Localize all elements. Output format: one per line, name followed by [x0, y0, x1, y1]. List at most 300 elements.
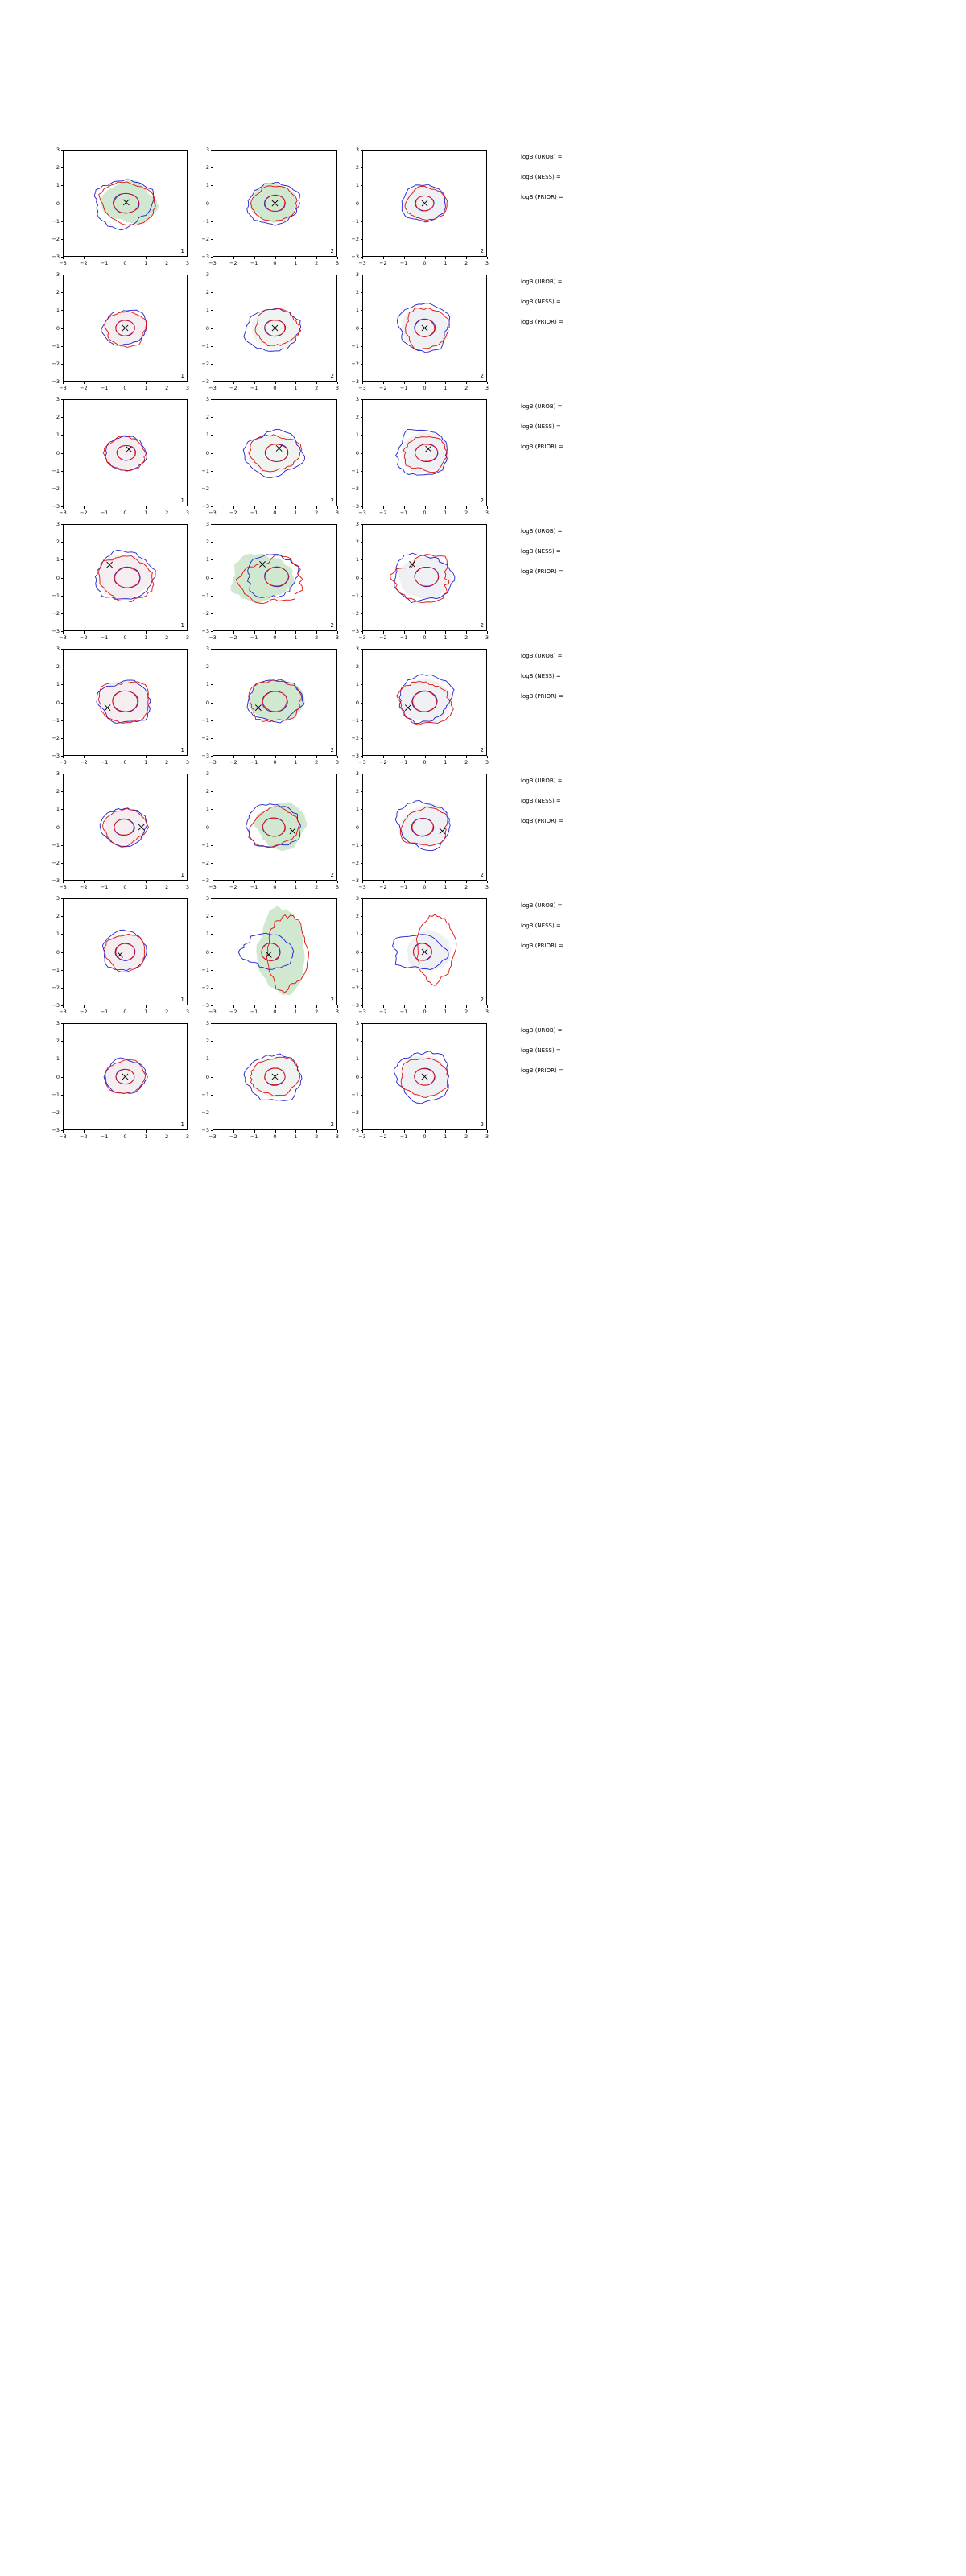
chart-panel-r7-c2 [351, 1020, 489, 1140]
y-tick-label: 1 [56, 681, 60, 688]
x-tick-label: 0 [123, 759, 127, 766]
y-tick-label: 0 [205, 948, 209, 956]
x-tick-mark [63, 881, 64, 883]
y-tick-mark [211, 559, 213, 560]
x-tick-mark [84, 756, 85, 758]
x-tick-label: 3 [485, 510, 489, 516]
x-tick-label: 3 [335, 1009, 340, 1015]
x-tick-label: −2 [379, 634, 387, 641]
x-tick-label: −3 [59, 385, 67, 391]
y-tick-mark [61, 738, 64, 739]
y-tick-label: 1 [205, 931, 209, 938]
x-tick-mark [337, 881, 338, 883]
panel-index-label: 2 [480, 248, 484, 254]
y-tick-mark [211, 916, 213, 917]
y-tick-label: −3 [201, 378, 209, 385]
y-tick-label: −2 [351, 1108, 359, 1116]
x-tick-mark [487, 631, 488, 634]
y-tick-mark [61, 934, 64, 935]
y-tick-label: 0 [205, 324, 209, 332]
x-tick-label: 2 [165, 510, 169, 516]
x-tick-mark [425, 506, 426, 509]
y-tick-label: −2 [351, 235, 359, 242]
x-tick-label: −1 [399, 260, 408, 266]
x-tick-label: −2 [229, 510, 237, 516]
x-tick-label: 0 [123, 1133, 127, 1140]
chart-panel-r4-c1 [201, 646, 340, 766]
contour-plot-area [213, 275, 337, 382]
y-tick-mark [61, 809, 64, 810]
y-tick-label: 0 [205, 824, 209, 831]
y-tick-mark [211, 791, 213, 792]
y-tick-mark [211, 1077, 213, 1078]
x-tick-label: 0 [423, 884, 427, 890]
x-tick-mark [233, 506, 234, 509]
y-tick-mark [361, 684, 363, 685]
x-tick-label: −1 [250, 634, 258, 641]
x-tick-mark [63, 382, 64, 384]
x-tick-mark [233, 1130, 234, 1133]
x-tick-label: 2 [165, 759, 169, 766]
y-tick-label: 3 [56, 895, 60, 902]
x-tick-mark [254, 881, 255, 883]
x-tick-mark [233, 257, 234, 259]
y-tick-label: −1 [201, 1091, 209, 1098]
x-tick-label: 1 [294, 1009, 298, 1015]
x-tick-mark [487, 881, 488, 883]
x-tick-label: −1 [250, 759, 258, 766]
y-tick-label: 2 [205, 289, 209, 296]
x-tick-label: 1 [294, 510, 298, 516]
x-tick-mark [295, 1130, 296, 1133]
x-tick-mark [275, 382, 276, 384]
y-tick-mark [61, 631, 64, 632]
chart-panel-r6-c2 [351, 895, 489, 1015]
x-tick-label: 2 [464, 1009, 469, 1015]
y-tick-label: −1 [52, 217, 60, 225]
x-tick-label: −2 [379, 759, 387, 766]
y-tick-label: −2 [201, 984, 209, 991]
y-tick-label: −2 [201, 1108, 209, 1116]
x-tick-label: 2 [315, 510, 319, 516]
x-tick-label: 1 [294, 260, 298, 266]
x-tick-mark [275, 1130, 276, 1133]
y-tick-mark [361, 934, 363, 935]
x-tick-label: 2 [165, 1009, 169, 1015]
panel-index-label: 2 [330, 747, 334, 753]
x-tick-mark [383, 382, 384, 384]
y-tick-mark [61, 221, 64, 222]
y-tick-mark [61, 916, 64, 917]
y-tick-mark [361, 631, 363, 632]
legend-row-4 [521, 654, 564, 714]
y-tick-label: −3 [351, 254, 359, 260]
x-tick-mark [362, 1005, 363, 1008]
y-tick-label: −3 [201, 503, 209, 510]
y-tick-mark [361, 703, 363, 704]
y-tick-mark [211, 1023, 213, 1024]
y-tick-label: −1 [351, 966, 359, 973]
y-tick-mark [361, 1077, 363, 1078]
y-tick-label: −3 [201, 753, 209, 759]
x-tick-mark [362, 756, 363, 758]
x-tick-mark [362, 1130, 363, 1133]
x-tick-label: 3 [185, 1009, 190, 1015]
y-tick-label: 2 [355, 414, 359, 421]
chart-panel-r1-c0 [52, 271, 190, 391]
x-tick-label: 3 [485, 385, 489, 391]
x-tick-mark [362, 881, 363, 883]
y-tick-label: 2 [205, 539, 209, 546]
x-tick-mark [337, 382, 338, 384]
x-tick-label: −3 [358, 759, 366, 766]
x-tick-label: 1 [294, 634, 298, 641]
y-tick-label: −2 [52, 859, 60, 866]
y-tick-label: 3 [355, 271, 359, 278]
y-tick-label: 2 [56, 913, 60, 920]
y-tick-mark [361, 417, 363, 418]
x-tick-label: 3 [335, 260, 340, 266]
y-tick-label: −3 [201, 628, 209, 634]
y-tick-mark [61, 506, 64, 507]
x-tick-label: −3 [208, 1009, 217, 1015]
y-tick-label: 0 [205, 200, 209, 207]
x-tick-label: 3 [335, 510, 340, 516]
x-tick-mark [404, 257, 405, 259]
panel-index-label: 1 [180, 747, 184, 753]
x-tick-mark [275, 257, 276, 259]
x-tick-label: 0 [123, 1009, 127, 1015]
x-tick-label: 3 [485, 1133, 489, 1140]
y-tick-mark [211, 809, 213, 810]
legend-entry: logB (PRIOR) = [521, 444, 564, 450]
chart-panel-r0-c0 [52, 147, 190, 266]
panel-index-label: 2 [330, 1121, 334, 1128]
y-tick-label: −2 [351, 360, 359, 367]
y-tick-mark [61, 167, 64, 168]
legend-entry: logB (NESS) = [521, 1047, 561, 1054]
y-tick-mark [61, 542, 64, 543]
y-tick-mark [361, 453, 363, 454]
x-tick-label: −2 [379, 385, 387, 391]
legend-row-2 [521, 404, 564, 464]
y-tick-label: −3 [52, 503, 60, 510]
x-tick-mark [337, 756, 338, 758]
y-tick-mark [61, 471, 64, 472]
y-tick-mark [61, 649, 64, 650]
x-tick-label: −3 [358, 1133, 366, 1140]
x-tick-mark [146, 382, 147, 384]
y-tick-mark [361, 720, 363, 721]
x-tick-label: 0 [273, 1009, 277, 1015]
x-tick-mark [383, 1130, 384, 1133]
chart-panel-r0-c2 [351, 147, 489, 266]
x-tick-mark [146, 257, 147, 259]
prior-filled-region [398, 556, 452, 599]
y-tick-label: 3 [56, 147, 60, 153]
legend-entry: logB (NESS) = [521, 923, 561, 929]
x-tick-label: −2 [229, 759, 237, 766]
x-tick-mark [337, 631, 338, 634]
y-tick-mark [61, 1005, 64, 1006]
y-tick-mark [211, 471, 213, 472]
y-tick-mark [61, 346, 64, 347]
y-tick-label: −2 [351, 984, 359, 991]
x-tick-mark [63, 631, 64, 634]
y-tick-label: −3 [201, 1002, 209, 1009]
y-tick-mark [61, 185, 64, 186]
y-tick-mark [61, 417, 64, 418]
x-tick-label: −3 [358, 1009, 366, 1015]
y-tick-mark [361, 310, 363, 311]
y-tick-mark [61, 1130, 64, 1131]
x-tick-label: 0 [273, 385, 277, 391]
legend-entry: logB (PRIOR) = [521, 818, 564, 824]
y-tick-mark [361, 791, 363, 792]
x-tick-label: 2 [165, 260, 169, 266]
x-tick-label: −3 [208, 1133, 217, 1140]
x-tick-mark [487, 1130, 488, 1133]
x-tick-mark [425, 1005, 426, 1008]
y-tick-label: −2 [351, 859, 359, 866]
x-tick-label: −1 [100, 884, 109, 890]
x-tick-label: 1 [144, 634, 148, 641]
y-tick-mark [361, 399, 363, 400]
chart-panel-r2-c1 [201, 396, 340, 516]
x-tick-mark [383, 756, 384, 758]
x-tick-label: −2 [379, 510, 387, 516]
x-tick-label: −2 [80, 1009, 88, 1015]
y-tick-label: 2 [355, 663, 359, 671]
x-tick-label: −1 [399, 634, 408, 641]
x-tick-label: 1 [444, 1009, 448, 1015]
y-tick-mark [211, 756, 213, 757]
y-tick-label: −2 [201, 609, 209, 617]
y-tick-mark [361, 346, 363, 347]
x-tick-mark [445, 257, 446, 259]
y-tick-label: −2 [201, 235, 209, 242]
x-tick-label: 0 [273, 884, 277, 890]
x-tick-label: −1 [399, 884, 408, 890]
y-tick-label: −1 [351, 342, 359, 349]
y-tick-mark [211, 221, 213, 222]
x-tick-mark [254, 257, 255, 259]
y-tick-label: 0 [205, 699, 209, 706]
x-tick-label: 1 [444, 385, 448, 391]
y-tick-mark [361, 596, 363, 597]
y-tick-label: −2 [351, 485, 359, 492]
y-tick-mark [61, 952, 64, 953]
x-tick-label: −1 [399, 1009, 408, 1015]
y-tick-mark [361, 185, 363, 186]
y-tick-label: −1 [52, 1091, 60, 1098]
y-tick-mark [211, 364, 213, 365]
y-tick-label: −2 [52, 1108, 60, 1116]
y-tick-mark [361, 809, 363, 810]
y-tick-label: 1 [355, 307, 359, 314]
y-tick-mark [211, 738, 213, 739]
contour-plot-area [213, 649, 337, 756]
x-tick-label: 2 [464, 1133, 469, 1140]
x-tick-mark [466, 756, 467, 758]
y-tick-label: −1 [351, 217, 359, 225]
x-tick-mark [404, 1005, 405, 1008]
x-tick-label: −1 [399, 385, 408, 391]
y-tick-mark [211, 506, 213, 507]
y-tick-mark [61, 720, 64, 721]
y-tick-mark [61, 524, 64, 525]
x-tick-label: −2 [80, 634, 88, 641]
contour-plot-area [63, 524, 188, 631]
x-tick-mark [63, 506, 64, 509]
x-tick-label: 1 [144, 759, 148, 766]
x-tick-label: −1 [100, 759, 109, 766]
chart-panel-r1-c1 [201, 271, 340, 391]
x-tick-label: −2 [379, 1009, 387, 1015]
y-tick-label: 0 [56, 1073, 60, 1080]
y-tick-mark [361, 898, 363, 899]
x-tick-mark [84, 382, 85, 384]
y-tick-mark [61, 559, 64, 560]
x-tick-mark [295, 1005, 296, 1008]
y-tick-mark [211, 684, 213, 685]
x-tick-mark [487, 382, 488, 384]
x-tick-mark [295, 631, 296, 634]
x-tick-mark [404, 881, 405, 883]
x-tick-label: −1 [250, 510, 258, 516]
y-tick-mark [211, 310, 213, 311]
x-tick-mark [233, 756, 234, 758]
y-tick-label: 2 [205, 788, 209, 795]
y-tick-label: 0 [56, 824, 60, 831]
legend-row-6 [521, 903, 564, 964]
y-tick-label: 0 [56, 200, 60, 207]
x-tick-label: 1 [144, 510, 148, 516]
y-tick-mark [211, 631, 213, 632]
x-tick-mark [295, 756, 296, 758]
panel-index-label: 2 [330, 373, 334, 379]
x-tick-label: −1 [399, 759, 408, 766]
contour-plot-area [213, 150, 337, 257]
x-tick-label: −1 [250, 1009, 258, 1015]
x-tick-mark [295, 881, 296, 883]
y-tick-label: 1 [355, 556, 359, 564]
y-tick-mark [211, 346, 213, 347]
y-tick-label: 2 [205, 164, 209, 171]
x-tick-label: −3 [358, 884, 366, 890]
y-tick-label: 0 [355, 574, 359, 581]
legend-entry: logB (UROB) = [521, 778, 563, 784]
x-tick-mark [84, 1005, 85, 1008]
x-tick-mark [316, 506, 317, 509]
prior-filled-region [248, 679, 304, 721]
y-tick-mark [211, 167, 213, 168]
x-tick-mark [63, 1130, 64, 1133]
y-tick-label: 3 [205, 1020, 209, 1026]
x-tick-label: 0 [273, 634, 277, 641]
chart-panel-r3-c1 [201, 521, 340, 641]
x-tick-label: 1 [144, 1133, 148, 1140]
x-tick-mark [383, 257, 384, 259]
x-tick-mark [383, 1005, 384, 1008]
x-tick-label: 2 [464, 634, 469, 641]
y-tick-mark [61, 1077, 64, 1078]
x-tick-label: 0 [423, 1009, 427, 1015]
y-tick-mark [361, 542, 363, 543]
y-tick-label: −1 [52, 592, 60, 599]
y-tick-mark [361, 916, 363, 917]
y-tick-mark [211, 453, 213, 454]
y-tick-label: 1 [56, 307, 60, 314]
x-tick-label: 1 [294, 385, 298, 391]
contour-plot-area [63, 649, 188, 756]
x-tick-mark [362, 506, 363, 509]
y-tick-mark [211, 649, 213, 650]
x-tick-label: 0 [273, 510, 277, 516]
x-tick-mark [362, 257, 363, 259]
x-tick-label: −1 [100, 260, 109, 266]
y-tick-label: −2 [52, 485, 60, 492]
y-tick-mark [211, 292, 213, 293]
y-tick-label: −1 [52, 841, 60, 848]
y-tick-label: 1 [205, 182, 209, 189]
y-tick-label: −1 [351, 716, 359, 724]
x-tick-label: 2 [315, 260, 319, 266]
x-tick-label: −1 [399, 1133, 408, 1140]
y-tick-label: 0 [355, 824, 359, 831]
y-tick-mark [61, 791, 64, 792]
x-tick-mark [383, 506, 384, 509]
y-tick-label: 0 [205, 449, 209, 456]
x-tick-mark [445, 1005, 446, 1008]
x-tick-mark [233, 881, 234, 883]
y-tick-label: 3 [355, 770, 359, 777]
y-tick-mark [361, 649, 363, 650]
y-tick-label: 0 [355, 699, 359, 706]
y-tick-mark [61, 988, 64, 989]
y-tick-label: 0 [355, 324, 359, 332]
chart-panel-r5-c0 [52, 770, 190, 890]
x-tick-mark [254, 382, 255, 384]
y-tick-label: 3 [205, 271, 209, 278]
y-tick-label: 3 [355, 646, 359, 652]
legend-entry: logB (UROB) = [521, 279, 563, 285]
x-tick-label: 0 [123, 260, 127, 266]
y-tick-mark [61, 1023, 64, 1024]
prior-filled-region [398, 804, 448, 847]
y-tick-mark [61, 703, 64, 704]
x-tick-label: 2 [464, 884, 469, 890]
y-tick-label: 1 [56, 182, 60, 189]
y-tick-label: 0 [205, 574, 209, 581]
y-tick-label: −3 [52, 628, 60, 634]
x-tick-label: −1 [100, 385, 109, 391]
y-tick-label: 1 [56, 556, 60, 564]
x-tick-label: −3 [208, 260, 217, 266]
y-tick-mark [211, 952, 213, 953]
legend-entry: logB (UROB) = [521, 403, 563, 410]
x-tick-mark [425, 382, 426, 384]
x-tick-label: 1 [144, 884, 148, 890]
x-tick-label: −3 [59, 510, 67, 516]
x-tick-label: 0 [273, 260, 277, 266]
y-tick-label: 2 [56, 289, 60, 296]
chart-panel-r7-c1 [201, 1020, 340, 1140]
x-tick-mark [316, 257, 317, 259]
legend-entry: logB (UROB) = [521, 528, 563, 535]
x-tick-label: 3 [185, 634, 190, 641]
y-tick-label: −3 [351, 877, 359, 884]
